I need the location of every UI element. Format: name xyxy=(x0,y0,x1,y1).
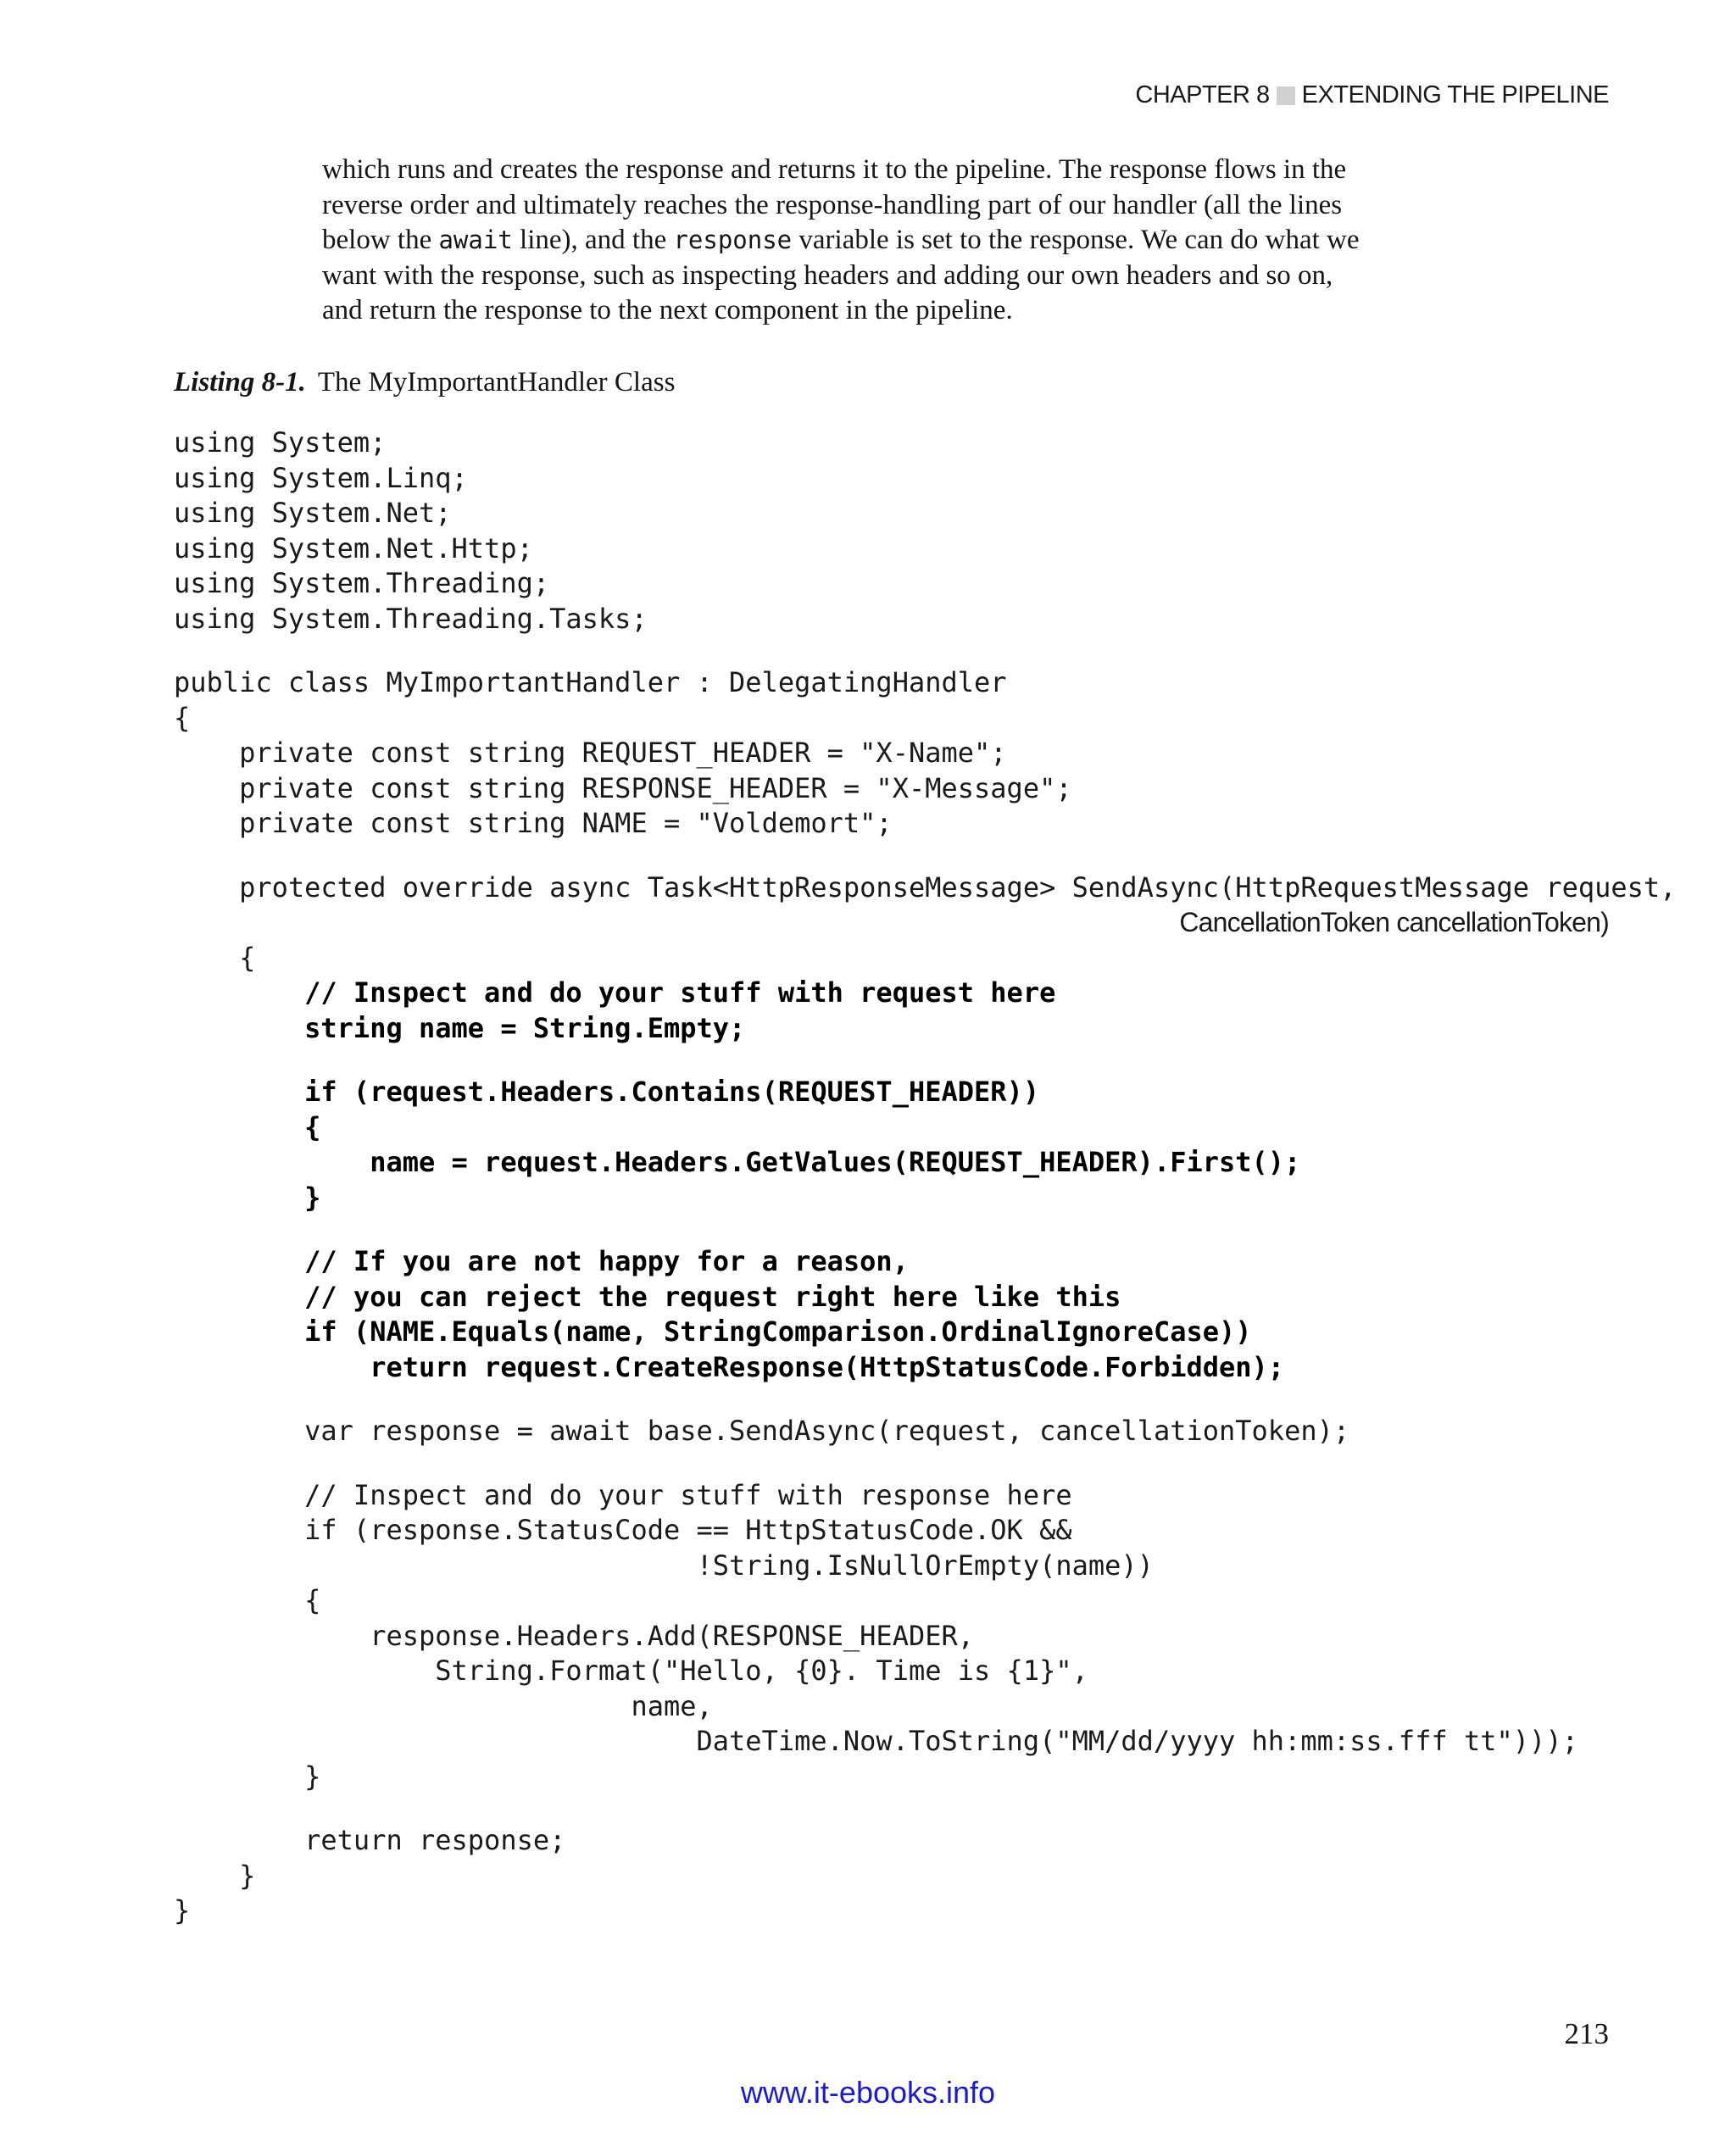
code-line: var response = await base.SendAsync(request, cancellationToken); xyxy=(174,1415,1350,1447)
code-line-bold: } xyxy=(174,1181,321,1214)
code-line-bold: // you can reject the request right here like this xyxy=(174,1280,1121,1313)
code-line: using System.Net; xyxy=(174,497,452,529)
code-line-bold: { xyxy=(174,1110,321,1143)
paragraph-line xyxy=(322,223,1449,259)
code-line: { xyxy=(174,1584,321,1616)
code-line: response.Headers.Add(RESPONSE_HEADER, xyxy=(174,1619,975,1652)
code-line-bold: name = request.Headers.GetValues(REQUEST_HEADER).First(); xyxy=(174,1146,1301,1178)
code-line: if (response.StatusCode == HttpStatusCode.OK && xyxy=(174,1514,1072,1546)
code-line-bold: string name = String.Empty; xyxy=(174,1011,746,1044)
code-line: !String.IsNullOrEmpty(name)) xyxy=(174,1549,1154,1582)
code-line-bold: if (request.Headers.Contains(REQUEST_HEADER)) xyxy=(174,1076,1040,1108)
paragraph-text: below the xyxy=(322,225,439,255)
paragraph-line: which runs and creates the response and returns it to the pipeline. The response flows in the xyxy=(322,154,1347,185)
code-line: private const string REQUEST_HEADER = "X-Name"; xyxy=(174,737,1007,769)
code-blank-line xyxy=(174,637,1676,665)
code-line: { xyxy=(174,941,256,974)
code-line: DateTime.Now.ToString("MM/dd/yyyy hh:mm:ss.fff tt"))); xyxy=(174,1725,1578,1757)
code-line: private const string RESPONSE_HEADER = "X-Message"; xyxy=(174,771,1072,804)
code-line: using System.Linq; xyxy=(174,461,468,494)
code-line: } xyxy=(174,1859,256,1892)
separator-square-icon xyxy=(1277,86,1295,105)
page-number: 213 xyxy=(1564,2017,1609,2050)
code-line-bold: // Inspect and do your stuff with request here xyxy=(174,976,1056,1009)
code-line: public class MyImportantHandler : DelegatingHandler xyxy=(174,666,1007,698)
body-paragraph xyxy=(322,153,1449,329)
running-header xyxy=(1135,81,1609,109)
code-line-bold: if (NAME.Equals(name, StringComparison.OrdinalIgnoreCase)) xyxy=(174,1315,1252,1348)
code-line-bold: // If you are not happy for a reason, xyxy=(174,1245,909,1277)
code-line: return response; xyxy=(174,1824,566,1856)
code-line: protected override async Task<HttpResponseMessage> SendAsync(HttpRequestMessage request, xyxy=(174,870,1677,904)
code-blank-line xyxy=(174,842,1676,870)
code-line: using System.Net.Http; xyxy=(174,531,533,564)
chapter-label: CHAPTER 8 xyxy=(1135,81,1270,108)
paragraph-line: and return the response to the next component in the pipeline. xyxy=(322,295,1013,325)
code-listing xyxy=(174,425,1676,1929)
code-blank-line xyxy=(174,1215,1676,1244)
code-line: private const string NAME = "Voldemort"; xyxy=(174,807,893,839)
code-line: name, xyxy=(174,1689,713,1722)
listing-title: The MyImportantHandler Class xyxy=(317,367,676,398)
code-blank-line xyxy=(174,1794,1676,1823)
code-blank-line xyxy=(174,1385,1676,1414)
code-line-continuation: CancellationToken cancellationToken) xyxy=(1179,907,1609,937)
footer-link[interactable]: www.it-ebooks.info xyxy=(740,2075,996,2110)
code-blank-line xyxy=(174,1046,1676,1075)
paragraph-text: variable is set to the response. We can do what we xyxy=(792,225,1360,255)
inline-code-response: response xyxy=(673,225,793,254)
code-line: using System.Threading; xyxy=(174,567,550,599)
code-line: } xyxy=(174,1894,191,1927)
code-line: } xyxy=(174,1760,321,1793)
code-line: // Inspect and do your stuff with response here xyxy=(174,1478,1072,1511)
listing-caption xyxy=(174,367,675,398)
code-line: { xyxy=(174,701,191,734)
code-line: using System.Threading.Tasks; xyxy=(174,602,648,635)
code-blank-line xyxy=(174,1449,1676,1478)
listing-number: Listing 8-1. xyxy=(174,367,306,398)
paragraph-line: reverse order and ultimately reaches the response-handling part of our handler (all the lines xyxy=(322,189,1343,220)
code-line: using System; xyxy=(174,426,387,459)
code-line: String.Format("Hello, {0}. Time is {1}", xyxy=(174,1654,1088,1687)
paragraph-text: line), and the xyxy=(512,225,674,255)
inline-code-await: await xyxy=(438,225,513,254)
paragraph-line: want with the response, such as inspecting headers and adding our own headers and so on, xyxy=(322,259,1333,291)
section-label: EXTENDING THE PIPELINE xyxy=(1301,81,1609,108)
code-line-bold: return request.CreateResponse(HttpStatusCode.Forbidden); xyxy=(174,1350,1285,1383)
